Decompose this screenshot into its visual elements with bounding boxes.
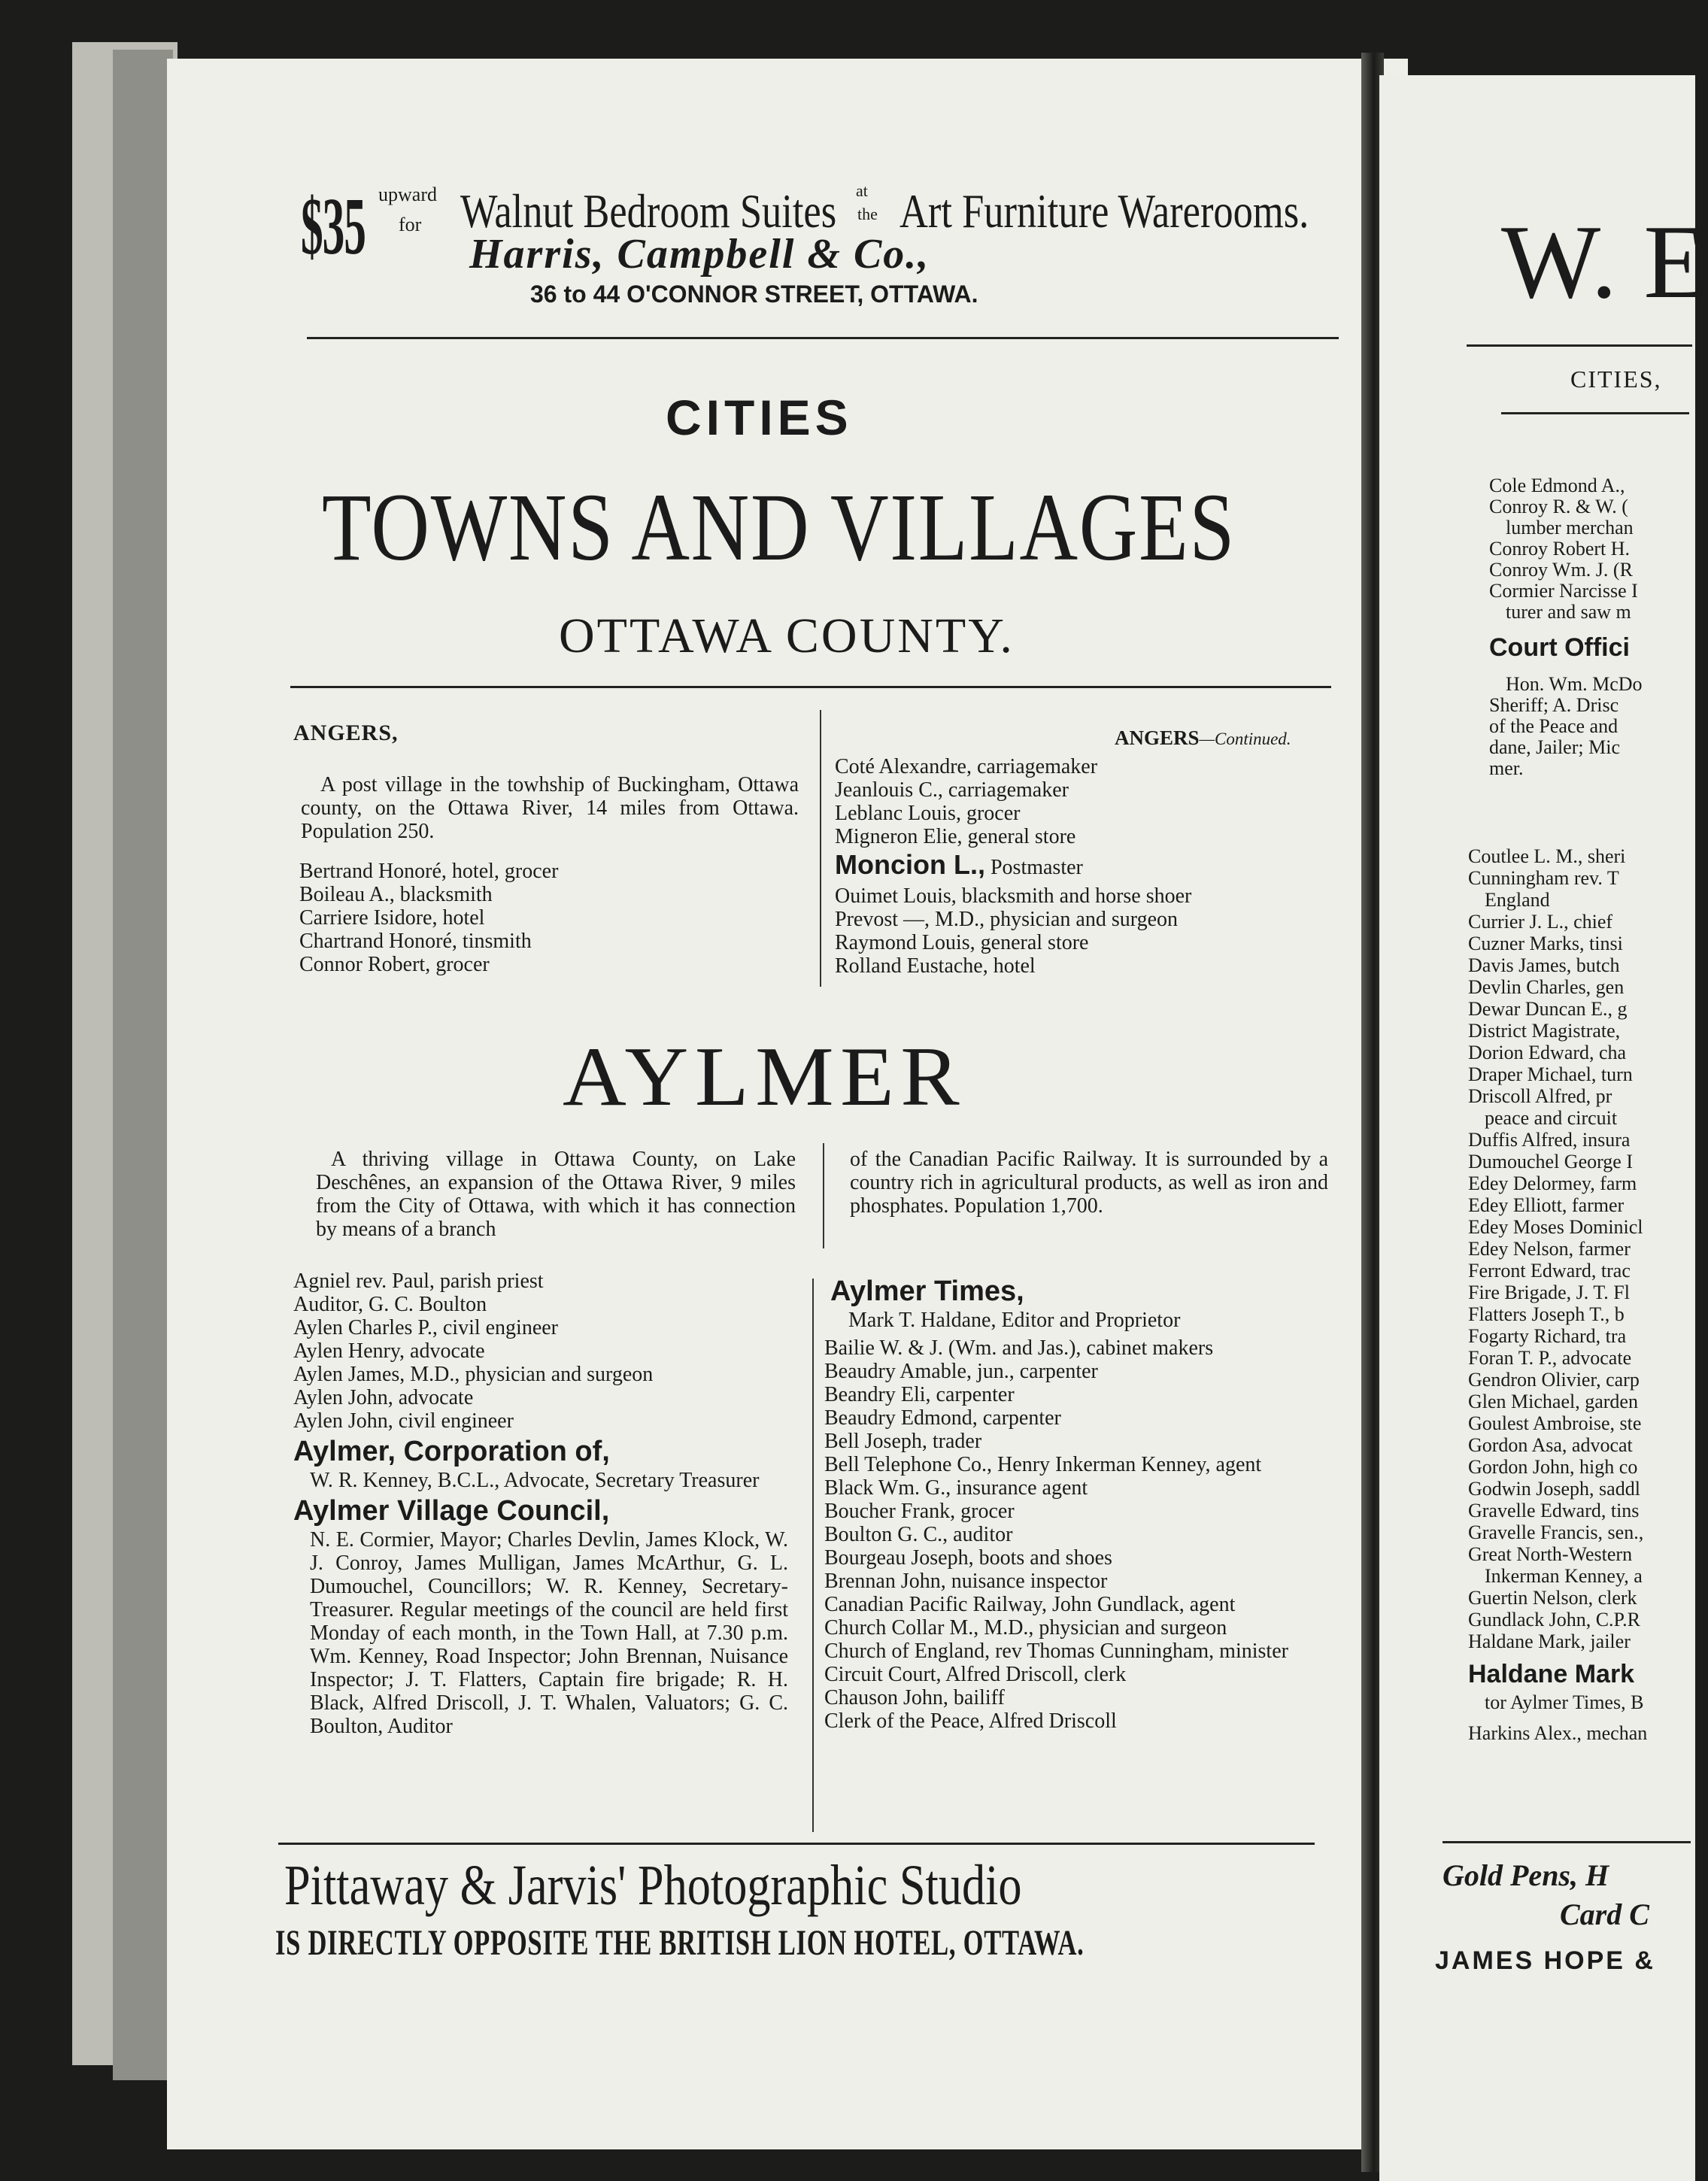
haldane-text: tor Aylmer Times, B bbox=[1485, 1691, 1644, 1713]
times-text: Mark T. Haldane, Editor and Proprietor bbox=[848, 1309, 1181, 1332]
list-item: Devlin Charles, gen bbox=[1468, 976, 1625, 998]
harkins-entry: Harkins Alex., mechan bbox=[1468, 1722, 1648, 1744]
list-item: Flatters Joseph T., b bbox=[1468, 1303, 1625, 1325]
list-item: Conroy R. & W. ( bbox=[1489, 496, 1628, 517]
next-page-list-a bbox=[1489, 475, 1685, 779]
list-item: Gundlack John, C.P.R bbox=[1468, 1609, 1640, 1630]
list-item: Agniel rev. Paul, parish priest bbox=[293, 1269, 544, 1293]
list-item: Beaudry Edmond, carpenter bbox=[824, 1406, 1061, 1430]
next-page-ad-gold-pens: Gold Pens, H bbox=[1443, 1858, 1609, 1892]
list-item: Canadian Pacific Railway, John Gundlack, agent bbox=[824, 1593, 1236, 1616]
next-page-cities: CITIES, bbox=[1570, 366, 1662, 393]
list-item: Rolland Eustache, hotel bbox=[835, 954, 1036, 978]
list-item: Edey Nelson, farmer bbox=[1468, 1238, 1631, 1260]
list-item: Edey Elliott, farmer bbox=[1468, 1194, 1625, 1216]
list-item: Migneron Elie, general store bbox=[835, 825, 1076, 848]
list-item: Boulton G. C., auditor bbox=[824, 1523, 1013, 1546]
list-item: Boucher Frank, grocer bbox=[824, 1500, 1015, 1523]
list-item: Bell Telephone Co., Henry Inkerman Kenney, agent bbox=[824, 1453, 1262, 1476]
list-item: Edey Delormey, farm bbox=[1468, 1172, 1637, 1194]
list-item: Circuit Court, Alfred Driscoll, clerk bbox=[824, 1663, 1127, 1686]
court-text: Sheriff; A. Drisc bbox=[1489, 694, 1619, 716]
list-item: Inkerman Kenney, a bbox=[1485, 1565, 1643, 1587]
list-item: Aylen John, civil engineer bbox=[293, 1409, 514, 1433]
list-item: Church Collar M., M.D., physician and surgeon bbox=[824, 1616, 1227, 1640]
court-text: Hon. Wm. McDo bbox=[1506, 673, 1643, 695]
list-item: Coté Alexandre, carriagemaker bbox=[835, 755, 1098, 778]
council-text: N. E. Cormier, Mayor; Charles Devlin, James Klock, W. J. Conroy, James Mulligan, James McArthur, G. L. Dumouchel, Councillors; W. R. Kenney, Secretary-Treasurer. Regular meetings of the council are held first Monday of each month, in the Town Hall, at 7.30 p.m. Wm. Kenney, Road Inspector; John Brennan, Nuisance Inspector; J. T. Flatters, Captain fire brigade; R. H. Black, Alfred Driscoll, J. T. Whalen, Valuators; G. C. Boulton, Auditor bbox=[310, 1528, 788, 1738]
list-item: Dorion Edward, cha bbox=[1468, 1042, 1627, 1063]
list-item: Cormier Narcisse I bbox=[1489, 580, 1638, 602]
ad-at: at bbox=[856, 181, 868, 200]
aylmer-desc-divider bbox=[823, 1143, 824, 1248]
next-page-ad-james-hope: JAMES HOPE & bbox=[1435, 1946, 1655, 1975]
list-item: peace and circuit bbox=[1485, 1107, 1618, 1129]
list-item: turer and saw m bbox=[1506, 601, 1631, 623]
angers-cont-name: ANGERS bbox=[1115, 726, 1200, 749]
list-item: Conroy Robert H. bbox=[1489, 538, 1631, 560]
list-item: Bertrand Honoré, hotel, grocer bbox=[299, 860, 559, 883]
list-item: Carriere Isidore, hotel bbox=[299, 906, 485, 930]
ad-upward: upward bbox=[378, 184, 437, 205]
list-item: England bbox=[1485, 889, 1550, 911]
ad-walnut-suites: Walnut Bedroom Suites bbox=[460, 184, 837, 238]
list-item: Jeanlouis C., carriagemaker bbox=[835, 778, 1069, 802]
title-cities: CITIES bbox=[666, 390, 853, 445]
list-item: Boileau A., blacksmith bbox=[299, 883, 493, 906]
list-item: Bailie W. & J. (Wm. and Jas.), cabinet makers bbox=[824, 1336, 1214, 1360]
corporation-text: W. R. Kenney, B.C.L., Advocate, Secretary Treasurer bbox=[310, 1469, 760, 1492]
list-item: Gordon John, high co bbox=[1468, 1456, 1638, 1478]
court-text: dane, Jailer; Mic bbox=[1489, 736, 1620, 758]
list-item: Cole Edmond A., bbox=[1489, 475, 1625, 496]
angers-continued-heading bbox=[1115, 726, 1291, 750]
next-page-heading: W. E bbox=[1501, 204, 1708, 320]
angers-description: A post village in the towhship of Buckingham, Ottawa county, on the Ottawa River, 14 miles from Ottawa. Population 250. bbox=[301, 773, 799, 843]
list-item: Ferront Edward, trac bbox=[1468, 1260, 1631, 1282]
list-item: Auditor, G. C. Boulton bbox=[293, 1293, 487, 1316]
bottom-rule bbox=[278, 1843, 1315, 1845]
ad-the: the bbox=[857, 205, 878, 223]
aylmer-right-list bbox=[824, 1274, 1343, 1733]
haldane-heading: Haldane Mark bbox=[1468, 1660, 1635, 1688]
list-item: Great North-Western bbox=[1468, 1543, 1633, 1565]
title-county: OTTAWA COUNTY. bbox=[559, 608, 1015, 663]
court-text: of the Peace and bbox=[1489, 715, 1619, 737]
angers-right-list bbox=[835, 755, 1346, 978]
aylmer-column-divider bbox=[812, 1279, 814, 1832]
list-item: Davis James, butch bbox=[1468, 954, 1620, 976]
aylmer-description-right: of the Canadian Pacific Railway. It is surrounded by a country rich in agricultural products, as well as iron and phosphates. Population 1,700. bbox=[850, 1148, 1328, 1218]
aylmer-description-left: A thriving village in Ottawa County, on Lake Deschênes, an expansion of the Ottawa River, 9 miles from the City of Ottawa, with which it has connection by means of a branch bbox=[316, 1148, 796, 1241]
list-item: Gravelle Francis, sen., bbox=[1468, 1521, 1644, 1543]
list-item: District Magistrate, bbox=[1468, 1020, 1621, 1042]
list-item: Gendron Olivier, carp bbox=[1468, 1369, 1640, 1391]
next-page-bottom-rule bbox=[1443, 1841, 1691, 1843]
list-item: Beaudry Amable, jun., carpenter bbox=[824, 1360, 1098, 1383]
list-item: lumber merchan bbox=[1506, 517, 1634, 538]
list-item: Aylen James, M.D., physician and surgeon bbox=[293, 1363, 654, 1386]
list-item: Currier J. L., chief bbox=[1468, 911, 1613, 933]
aylmer-left-list bbox=[293, 1269, 805, 1738]
next-page-rule bbox=[1501, 412, 1689, 414]
list-item: Glen Michael, garden bbox=[1468, 1391, 1638, 1412]
list-item: Fire Brigade, J. T. Fl bbox=[1468, 1282, 1630, 1303]
list-item: Coutlee L. M., sheri bbox=[1468, 845, 1626, 867]
court-text: mer. bbox=[1489, 757, 1524, 779]
list-item: Beandry Eli, carpenter bbox=[824, 1383, 1015, 1406]
list-item: Aylen Charles P., civil engineer bbox=[293, 1316, 559, 1339]
title-towns-villages: TOWNS AND VILLAGES bbox=[322, 474, 1236, 581]
list-item: Edey Moses Dominicl bbox=[1468, 1216, 1643, 1238]
list-item: Foran T. P., advocate bbox=[1468, 1347, 1632, 1369]
ad-for: for bbox=[399, 214, 422, 235]
list-item: Church of England, rev Thomas Cunningham, minister bbox=[824, 1640, 1288, 1663]
list-item: Chauson John, bailiff bbox=[824, 1686, 1005, 1709]
list-item: Raymond Louis, general store bbox=[835, 931, 1089, 954]
list-item: Bourgeau Joseph, boots and shoes bbox=[824, 1546, 1112, 1570]
postmaster-role: Postmaster bbox=[990, 856, 1083, 879]
list-item: Dumouchel George I bbox=[1468, 1151, 1634, 1172]
page-stack-edge-inner bbox=[113, 50, 173, 2080]
list-item: Godwin Joseph, saddl bbox=[1468, 1478, 1640, 1500]
angers-left-list bbox=[299, 860, 811, 976]
list-item: Clerk of the Peace, Alfred Driscoll bbox=[824, 1709, 1117, 1733]
angers-continued-label: —Continued. bbox=[1199, 730, 1291, 748]
list-item: Duffis Alfred, insura bbox=[1468, 1129, 1631, 1151]
list-item: Connor Robert, grocer bbox=[299, 953, 490, 976]
ad-address: 36 to 44 O'CONNOR STREET, OTTAWA. bbox=[530, 281, 978, 308]
ad-art-furniture: Art Furniture Warerooms. bbox=[900, 184, 1309, 238]
next-page-list-b bbox=[1468, 845, 1686, 1744]
list-item: Bell Joseph, trader bbox=[824, 1430, 982, 1453]
next-page-top-rule bbox=[1467, 344, 1692, 347]
list-item: Ouimet Louis, blacksmith and horse shoer bbox=[835, 884, 1192, 908]
list-item: Black Wm. G., insurance agent bbox=[824, 1476, 1088, 1500]
list-item: Aylen John, advocate bbox=[293, 1386, 474, 1409]
list-item: Chartrand Honoré, tinsmith bbox=[299, 930, 532, 953]
list-item: Draper Michael, turn bbox=[1468, 1063, 1633, 1085]
council-heading: Aylmer Village Council, bbox=[293, 1495, 610, 1527]
list-item: Conroy Wm. J. (R bbox=[1489, 559, 1633, 581]
list-item: Guertin Nelson, clerk bbox=[1468, 1587, 1637, 1609]
ad-price: $35 bbox=[301, 182, 366, 271]
list-item: Brennan John, nuisance inspector bbox=[824, 1570, 1108, 1593]
list-item: Leblanc Louis, grocer bbox=[835, 802, 1021, 825]
postmaster-name: Moncion L., bbox=[835, 849, 985, 880]
ad-firm-name: Harris, Campbell & Co., bbox=[469, 231, 930, 278]
list-item: Goulest Ambroise, ste bbox=[1468, 1412, 1642, 1434]
list-item: Dewar Duncan E., g bbox=[1468, 998, 1628, 1020]
corporation-heading: Aylmer, Corporation of, bbox=[293, 1436, 610, 1467]
list-item: Cunningham rev. T bbox=[1468, 867, 1619, 889]
top-rule bbox=[307, 337, 1339, 339]
list-item: Fogarty Richard, tra bbox=[1468, 1325, 1627, 1347]
title-rule bbox=[290, 686, 1331, 688]
list-item: Driscoll Alfred, pr bbox=[1468, 1085, 1612, 1107]
list-item: Prevost —, M.D., physician and surgeon bbox=[835, 908, 1178, 931]
aylmer-heading: AYLMER bbox=[563, 1030, 966, 1124]
list-item: Aylen Henry, advocate bbox=[293, 1339, 485, 1363]
court-heading: Court Offici bbox=[1489, 633, 1630, 662]
list-item: Haldane Mark, jailer bbox=[1468, 1630, 1631, 1652]
angers-column-divider bbox=[820, 710, 821, 987]
list-item: Gordon Asa, advocat bbox=[1468, 1434, 1633, 1456]
angers-heading: ANGERS, bbox=[293, 720, 399, 745]
ad-photographic-studio: Pittaway & Jarvis' Photographic Studio bbox=[284, 1854, 1022, 1917]
ad-studio-location: IS DIRECTLY OPPOSITE THE BRITISH LION HOTEL, OTTAWA. bbox=[275, 1923, 1085, 1963]
next-page-ad-card: Card C bbox=[1560, 1897, 1649, 1931]
times-heading: Aylmer Times, bbox=[830, 1276, 1024, 1307]
list-item: Gravelle Edward, tins bbox=[1468, 1500, 1640, 1521]
list-item: Cuzner Marks, tinsi bbox=[1468, 933, 1623, 954]
postmaster-entry bbox=[835, 848, 1346, 884]
